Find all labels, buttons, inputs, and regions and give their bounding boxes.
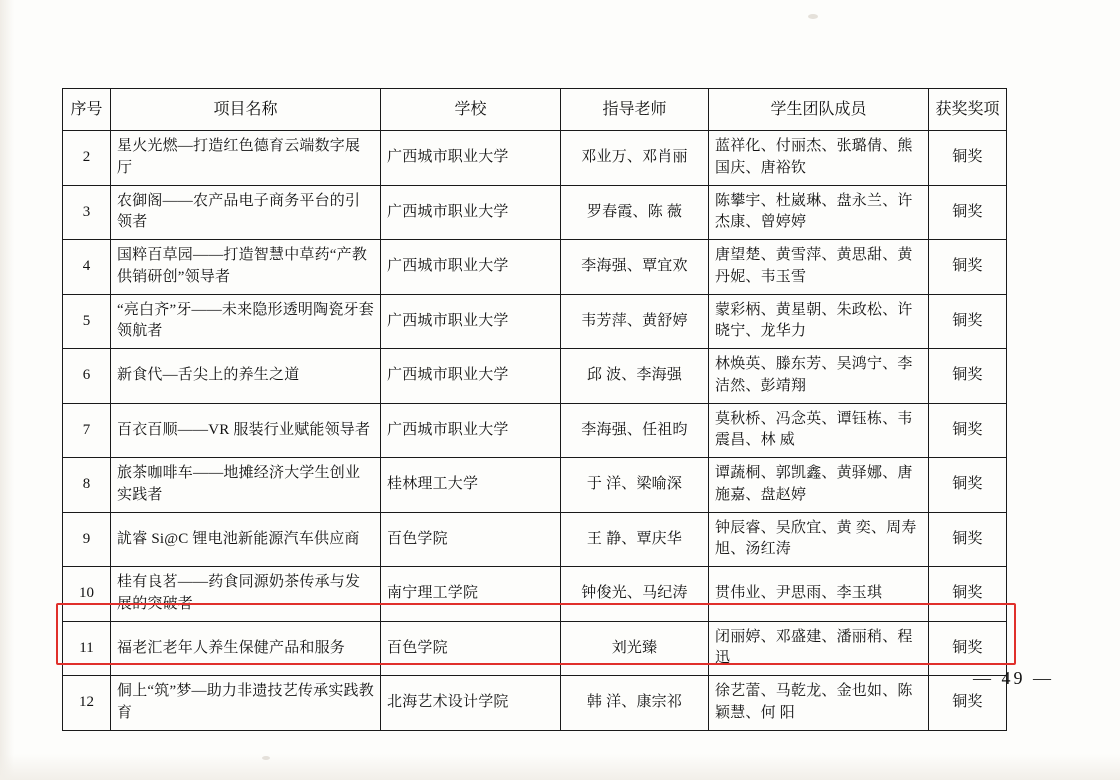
cell-award: 铜奖 [929, 131, 1007, 186]
cell-award: 铜奖 [929, 185, 1007, 240]
cell-teacher: 邓业万、邓肖丽 [561, 131, 709, 186]
column-header-award: 获奖奖项 [929, 89, 1007, 131]
cell-members: 莫秋桥、冯念英、谭钰栋、韦震昌、林 威 [709, 403, 929, 458]
table-row [63, 240, 1007, 295]
cell-members: 钟辰睿、吴欣宜、黄 奕、周寿旭、汤红涛 [709, 512, 929, 567]
cell-award: 铜奖 [929, 512, 1007, 567]
cell-project: 桂有良茗——药食同源奶茶传承与发展的突破者 [111, 567, 381, 622]
cell-teacher: 于 洋、梁喻深 [561, 458, 709, 513]
cell-members: 徐艺蕾、马乾龙、金也如、陈颖慧、何 阳 [709, 676, 929, 731]
cell-teacher: 邱 波、李海强 [561, 349, 709, 404]
cell-project: 农御阁——农产品电子商务平台的引领者 [111, 185, 381, 240]
table-row [63, 294, 1007, 349]
cell-members: 谭蔬桐、郭凯鑫、黄驿娜、唐施嘉、盘赵婷 [709, 458, 929, 513]
cell-members: 蒙彩柄、黄星朝、朱政松、许晓宁、龙华力 [709, 294, 929, 349]
cell-index: 2 [63, 131, 111, 186]
cell-members: 贯伟业、尹思雨、李玉琪 [709, 567, 929, 622]
column-header-index: 序号 [63, 89, 111, 131]
cell-teacher: 罗春霞、陈 薇 [561, 185, 709, 240]
cell-school: 广西城市职业大学 [381, 349, 561, 404]
column-header-teacher: 指导老师 [561, 89, 709, 131]
cell-index: 3 [63, 185, 111, 240]
cell-award: 铜奖 [929, 621, 1007, 676]
cell-project: 福老汇老年人养生保健产品和服务 [111, 621, 381, 676]
cell-award: 铜奖 [929, 349, 1007, 404]
award-table [62, 88, 1007, 731]
cell-award: 铜奖 [929, 294, 1007, 349]
table-row [63, 512, 1007, 567]
column-header-project: 项目名称 [111, 89, 381, 131]
cell-award: 铜奖 [929, 403, 1007, 458]
cell-school: 百色学院 [381, 621, 561, 676]
table-header-row [63, 89, 1007, 131]
cell-school: 北海艺术设计学院 [381, 676, 561, 731]
table-row [63, 567, 1007, 622]
cell-members: 闭丽婷、邓盛建、潘丽稍、程 迅 [709, 621, 929, 676]
cell-teacher: 韩 洋、康宗祁 [561, 676, 709, 731]
cell-project: 百衣百顺——VR 服装行业赋能领导者 [111, 403, 381, 458]
table-row [63, 621, 1007, 676]
cell-school: 百色学院 [381, 512, 561, 567]
scan-speck [808, 14, 818, 19]
cell-award: 铜奖 [929, 458, 1007, 513]
cell-index: 11 [63, 621, 111, 676]
cell-school: 广西城市职业大学 [381, 240, 561, 295]
cell-teacher: 钟俊光、马纪涛 [561, 567, 709, 622]
cell-index: 12 [63, 676, 111, 731]
cell-teacher: 王 静、覃庆华 [561, 512, 709, 567]
cell-school: 广西城市职业大学 [381, 185, 561, 240]
cell-index: 10 [63, 567, 111, 622]
cell-award: 铜奖 [929, 676, 1007, 731]
cell-school: 南宁理工学院 [381, 567, 561, 622]
table-row [63, 131, 1007, 186]
award-table-container [62, 88, 1006, 731]
cell-award: 铜奖 [929, 567, 1007, 622]
cell-members: 唐望楚、黄雪萍、黄思甜、黄丹妮、韦玉雪 [709, 240, 929, 295]
cell-school: 桂林理工大学 [381, 458, 561, 513]
cell-index: 8 [63, 458, 111, 513]
cell-members: 陈攀宇、杜崴琳、盘永兰、许杰康、曾婷婷 [709, 185, 929, 240]
cell-project: 星火光燃—打造红色德育云端数字展厅 [111, 131, 381, 186]
cell-project: 侗上“筑”梦—助力非遗技艺传承实践教育 [111, 676, 381, 731]
scan-edge-bottom [0, 754, 1120, 780]
table-row [63, 458, 1007, 513]
cell-school: 广西城市职业大学 [381, 403, 561, 458]
table-row [63, 349, 1007, 404]
cell-project: 旅茶咖啡车——地摊经济大学生创业实践者 [111, 458, 381, 513]
cell-index: 4 [63, 240, 111, 295]
cell-teacher: 刘光臻 [561, 621, 709, 676]
cell-index: 7 [63, 403, 111, 458]
cell-school: 广西城市职业大学 [381, 131, 561, 186]
column-header-school: 学校 [381, 89, 561, 131]
table-row [63, 403, 1007, 458]
cell-project: “亮白齐”牙——未来隐形透明陶瓷牙套领航者 [111, 294, 381, 349]
cell-project: 国粹百草园——打造智慧中草药“产教供销研创”领导者 [111, 240, 381, 295]
scan-edge-left [0, 0, 14, 780]
cell-members: 林焕英、滕东芳、吴鸿宁、李洁然、彭靖翔 [709, 349, 929, 404]
table-row-highlighted [63, 676, 1007, 731]
scan-speck [262, 756, 270, 760]
cell-index: 9 [63, 512, 111, 567]
cell-project: 新食代—舌尖上的养生之道 [111, 349, 381, 404]
column-header-members: 学生团队成员 [709, 89, 929, 131]
page-number: — 49 — [973, 668, 1054, 688]
cell-award: 铜奖 [929, 240, 1007, 295]
cell-teacher: 韦芳萍、黄舒婷 [561, 294, 709, 349]
cell-school: 广西城市职业大学 [381, 294, 561, 349]
cell-index: 5 [63, 294, 111, 349]
cell-teacher: 李海强、覃宜欢 [561, 240, 709, 295]
cell-project: 訧睿 Si@C 锂电池新能源汽车供应商 [111, 512, 381, 567]
cell-index: 6 [63, 349, 111, 404]
table-row [63, 185, 1007, 240]
cell-teacher: 李海强、任祖昀 [561, 403, 709, 458]
cell-members: 蓝祥化、付丽杰、张璐倩、熊国庆、唐裕钦 [709, 131, 929, 186]
